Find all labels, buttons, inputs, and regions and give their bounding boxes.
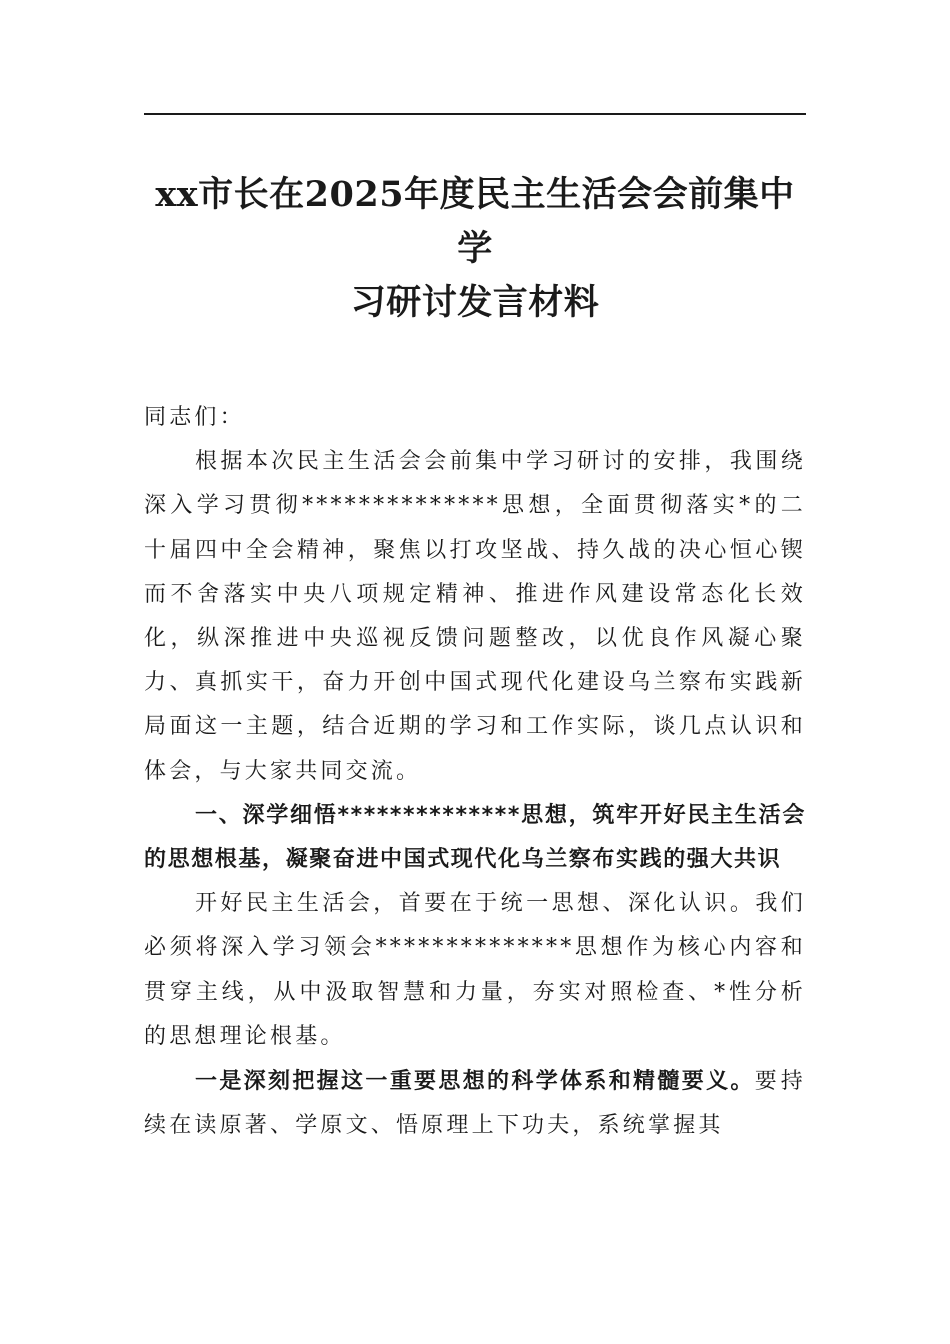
intro-paragraph: 根据本次民主生活会会前集中学习研讨的安排，我围绕深入学习贯彻**************思想，全面贯彻落实*的二十届四中全会精神，聚焦以打攻坚战、持久战的决心恒心锲而不舍落实中央八项规定精神、推进作风建设常态化长效化，纵深推进中央巡视反馈问题整改，以优良作风凝心聚力、真抓实干，奋力开创中国式现代化建设乌兰察布实践新局面这一主题，结合近期的学习和工作实际，谈几点认识和体会，与大家共同交流。 bbox=[144, 449, 806, 784]
section-1-heading: 一、深学细悟**************思想，筑牢开好民主生活会的思想根基，凝聚奋进中国式现代化乌兰察布实践的强大共识 bbox=[144, 802, 806, 873]
salutation: 同志们： bbox=[144, 405, 245, 430]
point-1-paragraph bbox=[144, 1059, 806, 1148]
header-rule bbox=[144, 113, 806, 115]
title-line-1: xx市长在2025年度民主生活会会前集中学 bbox=[155, 174, 795, 269]
point-1-lead: 一是深刻把握这一重要思想的科学体系和精髓要义。 bbox=[195, 1068, 755, 1095]
section-1-paragraph: 开好民主生活会，首要在于统一思想、深化认识。我们必须将深入学习领会**************思想作为核心内容和贯穿主线，从中汲取智慧和力量，夯实对照检查、*性分析的思想理论根基。 bbox=[144, 891, 806, 1049]
point-1-text: 要持续在读原著、学原文、悟原理上下功夫，系统掌握其 bbox=[144, 1069, 806, 1139]
document-title bbox=[144, 168, 806, 330]
document-body bbox=[144, 396, 806, 1148]
title-line-2: 习研讨发言材料 bbox=[350, 282, 600, 323]
